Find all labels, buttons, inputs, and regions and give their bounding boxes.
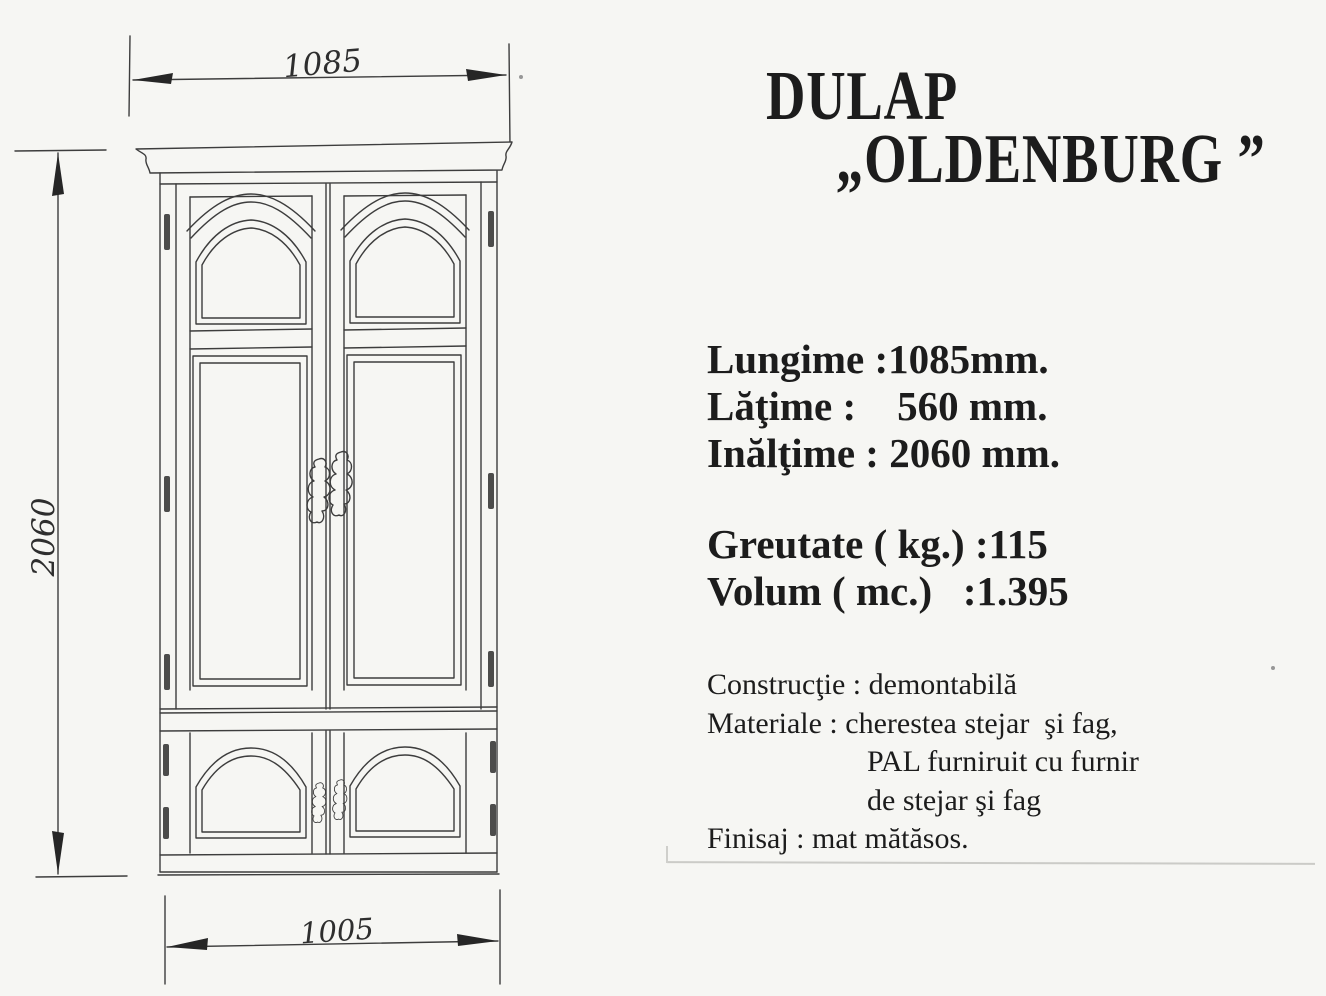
dim-value-width-bottom: 1005 bbox=[298, 911, 375, 951]
product-details bbox=[707, 666, 1139, 859]
upper-left-door bbox=[187, 194, 315, 690]
faint-scan-line-horizontal bbox=[667, 861, 1315, 864]
scan-speck bbox=[1271, 666, 1275, 670]
dim-value-height: 2060 bbox=[26, 497, 62, 577]
scan-speck bbox=[519, 75, 523, 79]
upper-right-door bbox=[341, 193, 469, 690]
wardrobe-front-elevation-drawing bbox=[0, 0, 560, 996]
product-model-name: „OLDENBURG ” bbox=[836, 121, 1266, 198]
divider-rail bbox=[160, 707, 497, 731]
cornice bbox=[136, 142, 512, 173]
dim-value-width-top: 1085 bbox=[281, 42, 364, 86]
detail-construction: Construcţie : demontabilă bbox=[707, 668, 1017, 701]
weight-volume-specs bbox=[707, 521, 1069, 615]
detail-finish: Finisaj : mat mătăsos. bbox=[707, 822, 969, 855]
spec-weight: Greutate ( kg.) :115 bbox=[707, 521, 1048, 567]
lower-right-door bbox=[344, 733, 466, 853]
faint-scan-line-vertical bbox=[666, 846, 668, 863]
detail-materials-1: Materiale : cherestea stejar şi fag, bbox=[707, 706, 1118, 740]
detail-materials-2: PAL furniruit cu furnir bbox=[867, 745, 1139, 778]
plinth bbox=[160, 853, 497, 855]
spec-width: Lăţime : 560 mm. bbox=[707, 383, 1048, 429]
product-title: DULAP bbox=[766, 58, 958, 135]
spec-height: Inălţime : 2060 mm. bbox=[707, 430, 1061, 476]
spec-length: Lungime :1085mm. bbox=[707, 336, 1049, 382]
lower-left-door bbox=[190, 731, 330, 854]
dimension-specs bbox=[707, 336, 1060, 477]
detail-materials-3: de stejar şi fag bbox=[867, 783, 1042, 817]
spec-volume: Volum ( mc.) :1.395 bbox=[707, 568, 1069, 614]
